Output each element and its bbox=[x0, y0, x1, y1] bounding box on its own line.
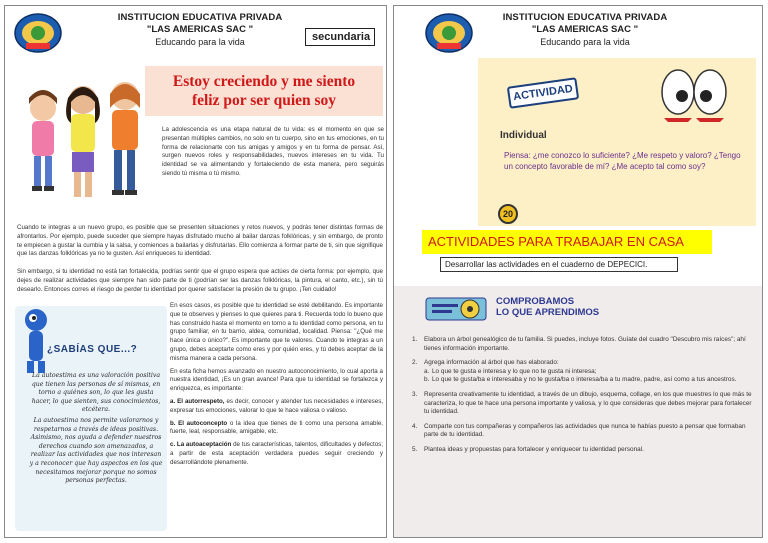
school-header-right bbox=[490, 12, 680, 47]
school-logo bbox=[13, 12, 63, 54]
column-paragraph-2: En esta ficha hemos avanzado en nuestro autoconocimiento, lo cual aporta a nuestra identidad, ¡Es un gran avance! Para que tu identidad se fortalezca y enriquezca, es importante: bbox=[170, 367, 383, 393]
sabias-paragraph-2: La autoestima nos permite valorarnos y respetarnos a través de ideas positivas. Asimismo, nos ayuda a defender nuestros derechos cuando son amenazados, a realizar las actividades que nos interesan y a reconocer que hay aspectos en los que necesitamos mejorar porque no somos personas perfectas. bbox=[29, 416, 163, 485]
page-number-badge: 20 bbox=[498, 204, 518, 224]
comprobamos-title: COMPROBAMOS LO QUE APRENDIMOS bbox=[496, 296, 600, 318]
reflection-question: Piensa: ¿me conozco lo suficiente? ¿Me respeto y valoro? ¿Tengo un concepto favorable de mí? ¿Me acepto tal como soy? bbox=[504, 151, 741, 171]
school-name: "LAS AMERICAS SAC " bbox=[146, 24, 254, 35]
task-item-3: 3. Representa creativamente tu identidad, a través de un dibujo, esquema, collage, en los que muestres lo que más te caracteriza, lo que te hace una persona importante y valiosa, y lo que consideras que debes mejorar para fortalecer tu identidad. bbox=[412, 390, 752, 416]
task-item-2: 2. Agrega información al árbol que has elaborado: a. Lo que te gusta e interesa y lo que no te gusta ni interesa; b. Lo que te gusta/ba e interesaba y no te gusta/ba o interesa/ba a tu madre, padre, así como a tus ancestros. bbox=[412, 359, 737, 384]
level-box: secundaria bbox=[305, 28, 375, 46]
school-motto: Educando para la vida bbox=[155, 37, 245, 47]
column-paragraph-1: En esos casos, es posible que tu identidad se esté debilitando. Es importante que te observes y pienses lo que quieres para ti. Recuerda todo lo bueno que has construido hasta el momento en torno a tu identidad como persona, en tu grupo familiar, en tu barrio, aldea, comunidad, localidad. Piensa: "¿Qué me hace única o único?". Es importante que te valores. Cuando te integras a un grupo, debes aceptarte como eres y por quién eres, y tú debes aceptar de la misma manera a cada persona. bbox=[170, 302, 383, 362]
children-illustration bbox=[13, 68, 163, 218]
instructions-box: Desarrollar las actividades en el cuaderno de DEPECICI. bbox=[440, 257, 678, 272]
individual-label: Individual bbox=[500, 130, 547, 141]
mascot-icon bbox=[19, 306, 53, 376]
task-list bbox=[412, 336, 758, 461]
item-autoaceptacion: c. La autoaceptación de tus características, talentos, dificultades y defectos; a partir de esta aceptación verdadera puedes seguir creciendo y desarrollándote plenamente. bbox=[170, 441, 383, 466]
task-item-2b: b. Lo que te gusta/ba e interesaba y no te gusta/ba o interesa/ba a tu madre, padre, así como a tus ancestros. bbox=[424, 376, 737, 384]
comprobamos-panel bbox=[394, 286, 763, 538]
item-autorrespeto: a. El autorrespeto, es decir, conocer y atender tus necesidades e intereses, expresar tus emociones, valorar lo que te hace valiosa o valioso. bbox=[170, 397, 384, 414]
activity-label: ACTIVIDAD bbox=[507, 77, 579, 109]
task-item-4: 4. Comparte con tus compañeras y compañeros las actividades que nunca te habías puesto a pensar que formaban parte de tu identidad. bbox=[412, 422, 746, 439]
task-item-1: 1. Elabora un árbol genealógico de tu familia. Si puedes, incluye fotos. Guíate del cuadro "Descubro mis raíces"; ahí tienes información importante. bbox=[412, 336, 746, 352]
school-logo-right bbox=[424, 12, 474, 54]
comprobamos-icon bbox=[424, 294, 490, 324]
activity-panel bbox=[478, 58, 756, 226]
task-item-2a: a. Lo que te gusta e interesa y lo que no te gusta ni interesa; bbox=[424, 367, 597, 375]
sabias-que-title: ¿SABÍAS QUE...? bbox=[47, 344, 138, 355]
school-motto-right: Educando para la vida bbox=[540, 37, 630, 47]
item-autoconcepto: b. El autoconcepto o la idea que tienes de ti como una persona amable, fuerte, leal, responsable, amigable, etc. bbox=[170, 419, 383, 436]
sabias-que-box bbox=[15, 306, 167, 531]
left-page bbox=[4, 5, 387, 538]
intro-paragraph: La adolescencia es una etapa natural de tu vida: es el momento en que se presentan múltiples cambios, no solo en tu cuerpo, sino en tus emociones, en tu forma de relacionarte con tus amigas y amigos y en tu forma de pensar. Así, surgen nuevos roles y responsabilidades, nuevos intereses en tu vida. Tu identidad se va alimentando y fortaleciendo de esta manera, pero seguirás siendo tú misma o tú mismo. bbox=[162, 126, 384, 177]
task-item-5: 5. Plantea ideas y propuestas para fortalecer y enriquecer tu identidad personal. bbox=[412, 445, 644, 453]
eyes-icon bbox=[658, 66, 730, 122]
title-line-2: feliz por ser quien soy bbox=[191, 92, 337, 109]
school-type-right: INSTITUCION EDUCATIVA PRIVADA bbox=[502, 12, 668, 23]
school-header bbox=[105, 12, 295, 47]
school-name-right: "LAS AMERICAS SAC " bbox=[531, 24, 639, 35]
sabias-paragraph-1: La autoestima es una valoración positiva que tienen las personas de sí mismas, en torno a quiénes son, lo que les gusta hacer, lo que sienten, sus conocimientos, etcétera. bbox=[31, 372, 161, 414]
lesson-title bbox=[145, 66, 383, 116]
school-type: INSTITUCION EDUCATIVA PRIVADA bbox=[117, 12, 283, 23]
right-column-text bbox=[170, 302, 383, 472]
paragraph-integration: Cuando te integras a un nuevo grupo, es posible que se presenten situaciones y retos nuevos, y podrás tener distintas formas de afrontarlos. Por ejemplo, puede suceder que siempre hayas disfrutado mucho al bailar danzas folklóricas, y sin embargo, de pronto te empiecen a gustar la cumbia y la salsa, y comiences a bailarlas y disfrutarlas. Ello comienza a formar parte de ti, sin que signifique que las danzas folklóricas ya no te gusten. Así enriqueces tu identidad. bbox=[17, 224, 383, 258]
title-line-1: Estoy creciendo y me siento bbox=[172, 73, 356, 90]
right-page bbox=[393, 5, 763, 538]
paragraph-pressure: Sin embargo, si tu identidad no está tan fortalecida, podrías sentir que el grupo espera que actúes de cierta forma: por ejemplo, que dejes de realizar actividades que siempre han sido parte de ti (podrían ser las danzas folklóricas, la pintura, el canto, etc.), sin tú desearlo. Entonces corres el riesgo de perder tu identidad por querer satisfacer la presión de tu grupo. ¡Ten cuidado! bbox=[17, 268, 383, 293]
home-activities-banner: ACTIVIDADES PARA TRABAJAR EN CASA bbox=[422, 230, 712, 254]
sabias-que-text bbox=[29, 372, 163, 488]
